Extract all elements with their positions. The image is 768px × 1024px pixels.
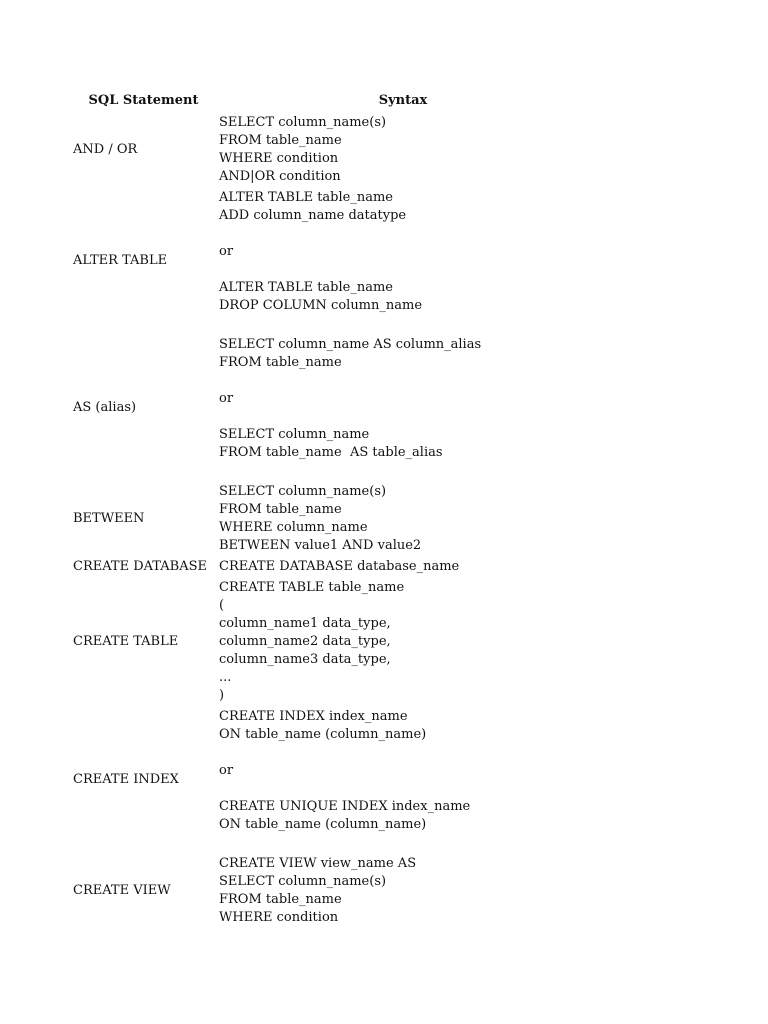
syntax-line: CREATE UNIQUE INDEX index_name [219, 799, 471, 814]
syntax-line: AND|OR condition [219, 169, 341, 184]
syntax-line: ALTER TABLE table_name [219, 280, 393, 295]
syntax-line: CREATE INDEX index_name [219, 709, 408, 724]
sql-statement-cell: BETWEEN [73, 511, 145, 526]
syntax-line: SELECT column_name(s) [219, 484, 387, 499]
table-row [70, 706, 589, 853]
syntax-line: ALTER TABLE table_name [219, 190, 393, 205]
syntax-line: FROM table_name AS table_alias [219, 445, 443, 460]
syntax-line: DROP COLUMN column_name [219, 298, 423, 313]
syntax-line [219, 261, 589, 279]
syntax-line: CREATE DATABASE database_name [219, 559, 460, 574]
syntax-line [219, 315, 589, 333]
table-header-row [70, 89, 589, 112]
table-row [70, 481, 589, 556]
sql-statement-cell: CREATE INDEX [73, 772, 179, 787]
syntax-line: WHERE condition [219, 910, 339, 925]
syntax-line: ) [219, 688, 225, 703]
syntax-line: ON table_name (column_name) [219, 817, 427, 832]
syntax-line: FROM table_name [219, 355, 342, 370]
syntax-line [219, 372, 589, 390]
syntax-line [219, 408, 589, 426]
sql-statement-cell: CREATE DATABASE [73, 559, 207, 574]
syntax-line: BETWEEN value1 AND value2 [219, 538, 422, 553]
syntax-line: or [219, 763, 234, 778]
syntax-line: FROM table_name [219, 133, 342, 148]
syntax-line: SELECT column_name [219, 427, 370, 442]
syntax-line [219, 462, 589, 480]
syntax-cell [217, 706, 589, 853]
syntax-line: or [219, 244, 234, 259]
syntax-line: FROM table_name [219, 892, 342, 907]
syntax-line: ADD column_name datatype [219, 208, 407, 223]
table-row [70, 334, 589, 481]
syntax-cell [217, 112, 589, 187]
syntax-line: SELECT column_name AS column_alias [219, 337, 482, 352]
syntax-line: column_name3 data_type, [219, 652, 391, 667]
syntax-line: SELECT column_name(s) [219, 874, 387, 889]
syntax-line: WHERE column_name [219, 520, 368, 535]
sql-syntax-table [70, 89, 589, 928]
table-row [70, 853, 589, 928]
syntax-line: SELECT column_name(s) [219, 115, 387, 130]
syntax-cell [217, 577, 589, 706]
header-syntax: Syntax [378, 93, 428, 108]
table-row [70, 577, 589, 706]
syntax-cell [217, 187, 589, 334]
syntax-line: ... [219, 670, 232, 685]
table-body [70, 112, 589, 928]
syntax-line: ( [219, 598, 225, 613]
syntax-line: or [219, 391, 234, 406]
header-sql-statement: SQL Statement [88, 93, 199, 108]
table-row [70, 187, 589, 334]
syntax-line: ON table_name (column_name) [219, 727, 427, 742]
syntax-line: CREATE TABLE table_name [219, 580, 405, 595]
table-row [70, 556, 589, 577]
sql-statement-cell: ALTER TABLE [73, 253, 168, 268]
sql-statement-cell: AS (alias) [73, 400, 137, 415]
syntax-line: WHERE condition [219, 151, 339, 166]
syntax-cell [217, 334, 589, 481]
syntax-line [219, 744, 589, 762]
table-row [70, 112, 589, 187]
syntax-cell [217, 853, 589, 928]
syntax-cell [217, 481, 589, 556]
sql-statement-cell: CREATE TABLE [73, 634, 179, 649]
syntax-line [219, 834, 589, 852]
syntax-cell [217, 556, 589, 577]
sql-statement-cell: AND / OR [73, 142, 138, 157]
syntax-line: column_name2 data_type, [219, 634, 391, 649]
syntax-line [219, 780, 589, 798]
syntax-line [219, 225, 589, 243]
syntax-line: column_name1 data_type, [219, 616, 391, 631]
syntax-line: CREATE VIEW view_name AS [219, 856, 417, 871]
syntax-line: FROM table_name [219, 502, 342, 517]
sql-statement-cell: CREATE VIEW [73, 883, 171, 898]
